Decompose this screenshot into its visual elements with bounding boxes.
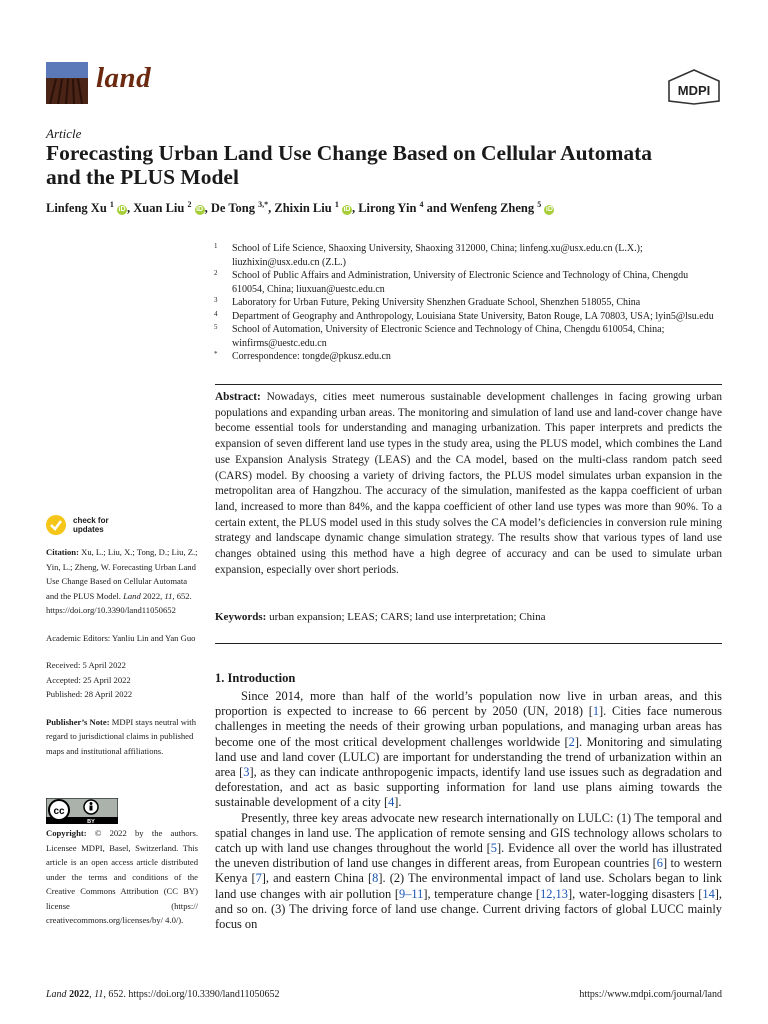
- author-2: [133, 201, 204, 215]
- author-name: Linfeng Xu: [46, 201, 107, 216]
- author-name: Xuan Liu: [133, 201, 185, 216]
- citation-volume: 11: [164, 590, 173, 601]
- affiliation-item: [214, 323, 714, 350]
- received-date: Received: 5 April 2022: [46, 660, 126, 670]
- by-text: BY: [87, 819, 95, 824]
- orcid-icon[interactable]: iD: [343, 206, 351, 214]
- orcid-icon[interactable]: iD: [545, 206, 553, 214]
- reference-link[interactable]: 1: [592, 704, 600, 719]
- affiliation-item: [214, 242, 714, 269]
- affiliation-number: *: [214, 350, 218, 358]
- check-updates-icon: [46, 515, 66, 535]
- footer-citation: Land 2022, 11, 652. https://doi.org/10.3390/land11050652: [46, 989, 280, 1000]
- journal-name: land: [96, 62, 152, 94]
- reference-link[interactable]: 3: [243, 765, 250, 780]
- introduction-body: [215, 689, 722, 932]
- reference-link[interactable]: 8: [372, 871, 379, 886]
- affiliation-text: Correspondence: tongde@pkusz.edu.cn: [232, 351, 391, 362]
- footer-doi[interactable]: , 652. https://doi.org/10.3390/land11050652: [103, 989, 280, 1000]
- author-list: Linfeng Xu $^1$ iD , Xuan Liu $^2$ iD , De Tong $^{3,*}$, Zhixin Liu $^1$ iD , Lirong Yin $^4$ and Wenfeng Zheng $^5$ iD: [46, 200, 553, 216]
- affiliation-text: School of Public Affairs and Administration, University of Electronic Science and Technology of China, Chengdu 610054, China; liuxuan@uestc.edu.cn: [232, 270, 689, 295]
- author-name: Zhixin Liu: [274, 201, 332, 216]
- paragraph-text: ]. Cities face numerous challenges in meeting the needs of their growing urban populations, and managing urban areas has become one of the most critical development challenges worldwide [: [215, 704, 722, 749]
- reference-link[interactable]: 7: [255, 871, 262, 886]
- reference-link[interactable]: 5: [490, 841, 497, 856]
- abstract: [215, 390, 722, 578]
- accepted-date: Accepted: 25 April 2022: [46, 674, 131, 685]
- footer-volume: 11: [94, 989, 104, 1000]
- affiliation-number: 1: [214, 242, 218, 250]
- reference-link[interactable]: 4: [388, 795, 395, 810]
- affiliation-item: [214, 296, 714, 310]
- author-3: [211, 201, 268, 215]
- paragraph-text: ] to western Kenya [: [215, 856, 722, 886]
- copyright: [46, 826, 198, 928]
- author-affiliation-mark: 4: [419, 200, 424, 209]
- reference-link[interactable]: 12,13: [540, 886, 568, 901]
- citation-text: Xu, L.; Liu, X.; Tong, D.; Liu, Z.; Yin, L.; Zheng, W. Forecasting Urban Land Use Change Based on Cellular Automata and the PLUS Model.: [46, 547, 198, 601]
- abstract-label: Abstract:: [215, 391, 261, 403]
- citation-journal: Land: [123, 590, 141, 601]
- orcid-icon[interactable]: iD: [196, 206, 204, 214]
- paragraph-text: Since 2014, more than half of the world’s population now live in urban areas, and this proportion is expected to increase to 66 percent by 2050 (UN, 2018) [: [215, 689, 722, 719]
- affiliation-item: [214, 310, 714, 324]
- footer-journal: Land: [46, 989, 67, 1000]
- journal-logo: [46, 62, 88, 104]
- affiliation-text: Department of Geography and Anthropology, Louisiana State University, Baton Rouge, LA 70803, USA; lyin5@lsu.edu: [232, 310, 714, 322]
- footer-journal-url[interactable]: https://www.mdpi.com/journal/land: [579, 989, 722, 1000]
- paragraph-text: ].: [394, 795, 402, 810]
- keywords: [215, 611, 722, 623]
- paragraph-text: ], water-logging disasters [: [567, 886, 703, 901]
- reference-link[interactable]: 6: [656, 856, 663, 871]
- author-affiliation-mark: 2: [187, 200, 192, 209]
- published-date: Published: 28 April 2022: [46, 689, 133, 699]
- mdpi-logo-text: MDPI: [677, 83, 711, 98]
- publisher-note: [46, 715, 198, 759]
- affiliation-text: School of Life Science, Shaoxing University, Shaoxing 312000, China; linfeng.xu@usx.edu.cn (L.X.); liuzhixin@usx.edu.cn (Z.L.): [232, 243, 643, 268]
- citation-label: Citation:: [46, 547, 79, 557]
- affiliation-number: 4: [214, 309, 218, 318]
- affiliation-number: 2: [214, 269, 218, 277]
- reference-link[interactable]: 14: [702, 886, 715, 901]
- paragraph-text: ], as they can indicate anthropogenic impacts, identify land use issues such as degradation and deforestation, and act as basic supporting information for land use plans aiming towards the sustainable development of a city [: [215, 765, 722, 810]
- citation: Citation: Xu, L.; Liu, X.; Tong, D.; Liu, Z.; Yin, L.; Zheng, W. Forecasting Urban Land Use Change Based on Cellular Automata and the PLUS Model. Land 2022, 11, 652. https://doi.org/10.3390/land11050652: [46, 547, 198, 615]
- affiliation-text: School of Automation, University of Electronic Science and Technology of China, Chengdu 610054, China; winfirms@uestc.edu.cn: [232, 324, 665, 349]
- intro-paragraph-1: [215, 689, 722, 811]
- page-title: Forecasting Urban Land Use Change Based on Cellular Automata and the PLUS Model: [46, 141, 653, 189]
- author-1: [46, 201, 127, 215]
- check-for-updates-button[interactable]: [46, 515, 109, 535]
- citation-year: 2022: [142, 590, 161, 601]
- article-type: Article: [46, 126, 82, 141]
- paragraph-text: ]. Monitoring and simulating land use and land cover (LULC) are important for understanding the trend of urbanization within an area [: [215, 734, 723, 780]
- reference-link[interactable]: 2: [568, 734, 575, 749]
- sidebar-info: [46, 545, 198, 758]
- affiliation-text: Laboratory for Urban Future, Peking University Shenzhen Graduate School, Shenzhen 518055, China: [232, 297, 641, 308]
- cc-by-license-icon[interactable]: [46, 798, 118, 824]
- mdpi-logo[interactable]: [666, 69, 722, 105]
- affiliation-list: [214, 242, 714, 364]
- affiliation-item: [214, 350, 714, 364]
- author-affiliation-mark: 1: [334, 200, 339, 209]
- publisher-note-label: Publisher’s Note:: [46, 716, 110, 727]
- keywords-text: urban expansion; LEAS; CARS; land use interpretation; China: [269, 611, 546, 623]
- author-affiliation-mark: 1: [109, 200, 114, 209]
- citation-doi[interactable]: , 652. https://doi.org/10.3390/land11050652: [46, 590, 192, 615]
- author-6: [450, 201, 555, 215]
- publisher-note-text: MDPI stays neutral with regard to jurisdictional claims in published maps and institutional affiliations.: [46, 716, 196, 756]
- cc-text: cc: [53, 806, 65, 817]
- paragraph-text: ], and eastern China [: [261, 871, 373, 886]
- paragraph-text: ], and so on. (3) The driving force of land use change. Current driving factors of global LUCC mainly focus on: [215, 886, 722, 932]
- author-5: [358, 201, 423, 215]
- paragraph-text: ]. (2) The environmental impact of land use. Scholars began to link land use changes with air pollution [: [215, 871, 722, 901]
- academic-editors: Academic Editors: Yanliu Lin and Yan Guo: [46, 632, 196, 643]
- footer-year: 2022: [69, 989, 90, 1000]
- author-affiliation-mark: 5: [537, 200, 542, 209]
- affiliation-number: 5: [214, 323, 218, 331]
- keywords-label: Keywords:: [215, 611, 267, 623]
- affiliation-item: [214, 269, 714, 296]
- keywords-bottom-rule: [215, 643, 722, 644]
- affiliation-number: 3: [214, 296, 218, 304]
- orcid-icon[interactable]: iD: [118, 206, 126, 214]
- check-line1: check for: [73, 516, 109, 525]
- abstract-text: Nowadays, cities meet numerous sustainable development challenges in facing growing urban populations and expanding urban areas. The monitoring and simulation of land use and land-cover change have become essential tools for understanding and managing urbanization. This paper interprets and predicts the expansion of seven different land use types in the study area, using the PLUS model, which combines the Land use Expansion Analysis Strategy (LEAS) and the CA model, based on the multi-class random patch seed (CARS) model. By choosing a variety of driving factors, the PLUS model simulates urban expansion in the metropolitan area of Hangzhou. The accuracy of the simulation, manifested as the kappa coefficient of urban land, increased to more than 84%, and the kappa coefficient of other land use types was more than 90%. To a certain extent, the PLUS model used in this study solves the CA model’s deficiencies in conversion rule mining strategy and landscape dynamic change simulation strategy. The results show that various types of land use changes obtained using this method have a high degree of accuracy and can be used to simulate urban expansion, especially over short periods.: [215, 391, 722, 576]
- author-name: Wenfeng Zheng: [449, 201, 535, 216]
- copyright-text: © 2022 by the authors. Licensee MDPI, Basel, Switzerland. This article is an open access article distributed under the terms and conditions of the Creative Commons Attribution (CC BY) license (https:// creativecommons.org/licenses/by/ 4.0/).: [46, 828, 198, 925]
- author-name: Lirong Yin: [358, 201, 417, 216]
- author-affiliation-mark: 3,*: [258, 200, 269, 209]
- abstract-top-rule: [215, 384, 722, 385]
- author-name: De Tong: [210, 201, 255, 216]
- paragraph-text: Presently, three key areas advocate new research internationally on LULC: (1) The temporal and spatial changes in land use. The application of remote sensing and GIS technology allows scholars to catch up with land use changes throughout the world [: [215, 810, 722, 856]
- copyright-label: Copyright:: [46, 828, 87, 838]
- author-4: [274, 201, 352, 215]
- check-line2: updates: [73, 525, 104, 534]
- paragraph-text: ]. Evidence all over the world has illustrated the uneven distribution of land use changes in different areas, from European countries [: [215, 841, 722, 871]
- paragraph-text: ], temperature change [: [423, 886, 541, 901]
- section-heading-introduction: 1. Introduction: [215, 671, 296, 685]
- reference-link[interactable]: 9–11: [399, 886, 424, 901]
- intro-paragraph-2: [215, 811, 722, 933]
